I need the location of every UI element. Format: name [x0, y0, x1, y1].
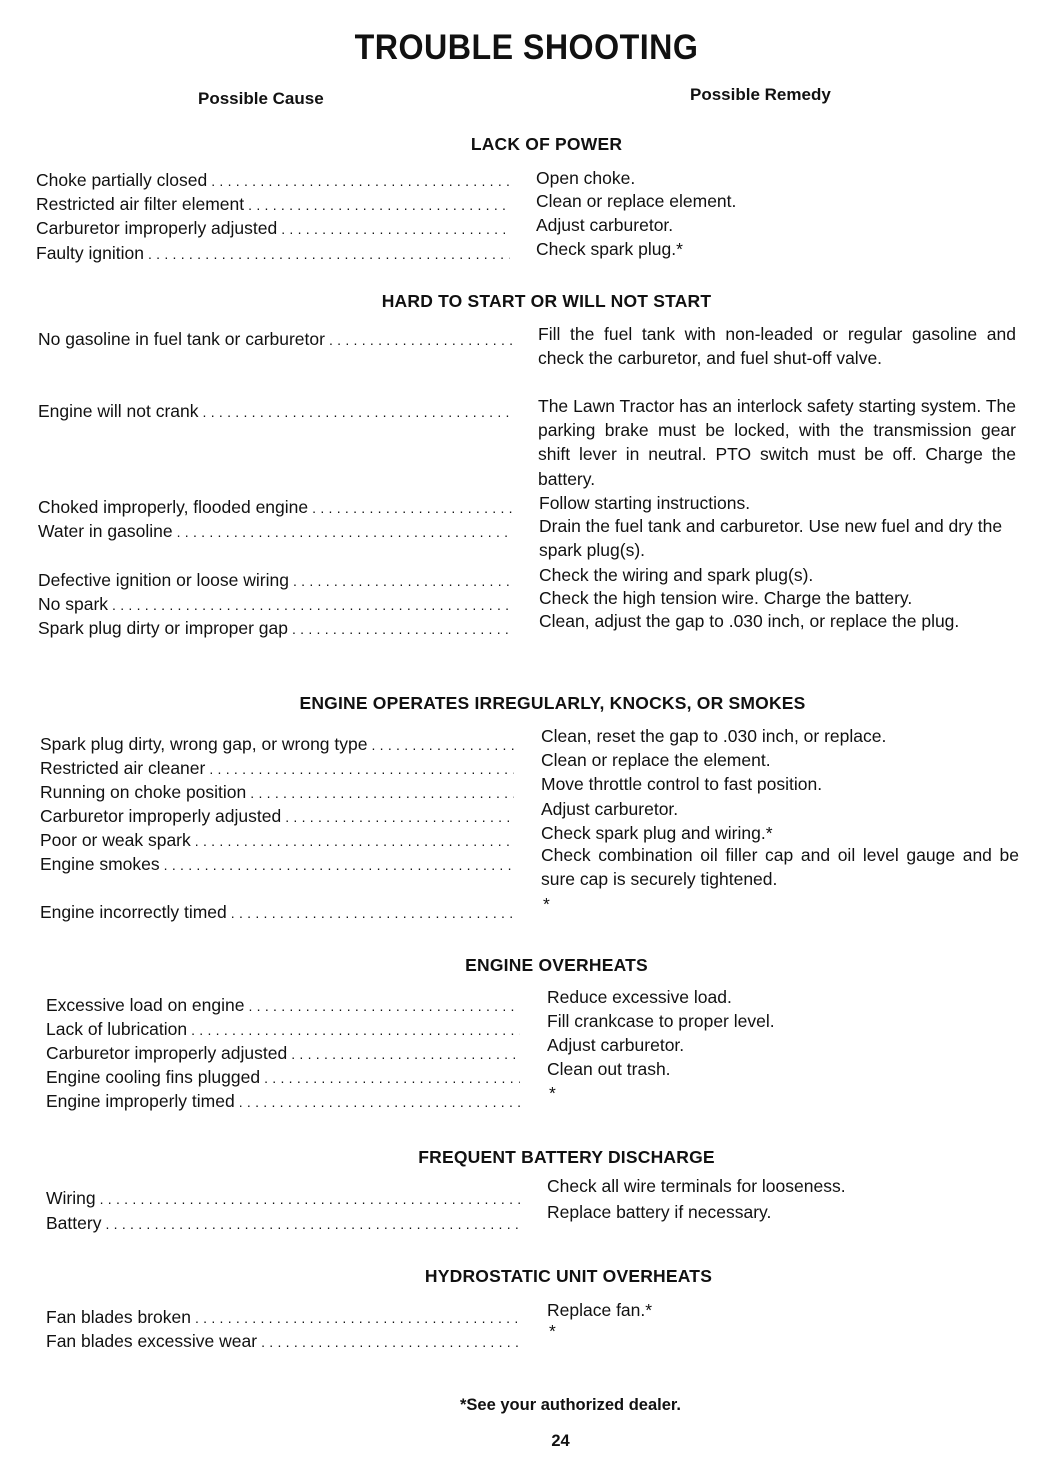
cause-cell: Poor or weak spark .....: [40, 828, 514, 853]
remedy-cell: Check spark plug and wiring.*: [541, 823, 773, 843]
remedy-cell: The Lawn Tractor has an interlock safety starting system. The parking brake must be locked, with the transmission gear shift lever in neutral. PTO switch must be off. Charge the battery.: [538, 396, 1016, 489]
dot-leader: [244, 994, 520, 1018]
dot-leader: [289, 569, 512, 593]
remedy-cell: Check spark plug.*: [536, 239, 683, 259]
cause-cell: Engine smokes .....: [40, 852, 514, 877]
cause-cell: Water in gasoline .....: [38, 519, 512, 544]
cause-cell: Spark plug dirty, wrong gap, or wrong type .....: [40, 732, 514, 757]
cause-cell: Carburetor improperly adjusted .....: [36, 216, 510, 241]
remedy-cell: *: [549, 1321, 556, 1341]
remedy-cell: Clean, adjust the gap to .030 inch, or replace the plug.: [539, 611, 960, 631]
section-heading-lack-of-power: LACK OF POWER: [470, 134, 623, 154]
remedy-cell: Clean out trash.: [547, 1059, 671, 1079]
footnote: *See your authorized dealer.: [460, 1396, 681, 1414]
dot-leader: [287, 1042, 520, 1066]
cause-cell: Choked improperly, flooded engine .....: [38, 495, 512, 520]
column-header-cause: Possible Cause: [198, 89, 324, 108]
cause-cell: Running on choke position .....: [40, 780, 514, 805]
dot-leader: [207, 169, 510, 193]
dot-leader: [144, 242, 510, 266]
dot-leader: [325, 328, 512, 352]
dot-leader: [187, 1018, 520, 1042]
dot-leader: [160, 853, 514, 877]
remedy-cell: Drain the fuel tank and carburetor. Use new fuel and dry the spark plug(s).: [539, 516, 1003, 561]
dot-leader: [246, 781, 514, 805]
cause-cell: Defective ignition or loose wiring .....: [38, 568, 512, 593]
cause-cell: Wiring .....: [46, 1186, 520, 1211]
remedy-cell: Reduce excessive load.: [547, 987, 732, 1007]
dot-leader: [108, 593, 512, 617]
remedy-cell: Adjust carburetor.: [536, 215, 674, 235]
cause-cell: Fan blades excessive wear .....: [46, 1329, 520, 1354]
dot-leader: [288, 617, 512, 641]
cause-cell: Engine will not crank .....: [38, 399, 512, 424]
page-title: TROUBLE SHOOTING: [354, 28, 699, 67]
dot-leader: [101, 1212, 520, 1236]
remedy-cell: Check combination oil filler cap and oil level gauge and be sure cap is securely tightened.: [541, 845, 1019, 890]
remedy-cell: Check all wire terminals for looseness.: [547, 1176, 846, 1196]
cause-cell: No spark .....: [38, 592, 512, 617]
dot-leader: [235, 1090, 520, 1114]
remedy-cell: *: [549, 1083, 556, 1103]
remedy-cell: Adjust carburetor.: [541, 799, 679, 819]
remedy-cell: Clean or replace element.: [536, 191, 737, 211]
remedy-cell: Fill the fuel tank with non-leaded or regular gasoline and check the carburetor, and fuel shut-off valve.: [538, 324, 1016, 369]
page-number: 24: [551, 1432, 570, 1450]
section-heading-engine-irregular: ENGINE OPERATES IRREGULARLY, KNOCKS, OR SMOKES: [299, 693, 806, 713]
cause-cell: No gasoline in fuel tank or carburetor .....: [38, 327, 512, 352]
cause-cell: Fan blades broken .....: [46, 1305, 520, 1330]
dot-leader: [191, 829, 514, 853]
cause-cell: Excessive load on engine .....: [46, 993, 520, 1018]
remedy-cell: Fill crankcase to proper level.: [547, 1011, 775, 1031]
cause-cell: Engine cooling fins plugged .....: [46, 1065, 520, 1090]
dot-leader: [199, 400, 513, 424]
remedy-cell: Replace fan.*: [547, 1300, 653, 1320]
cause-cell: Restricted air filter element .....: [36, 192, 510, 217]
remedy-cell: Clean or replace the element.: [541, 750, 771, 770]
dot-leader: [367, 733, 514, 757]
dot-leader: [277, 217, 510, 241]
cause-cell: Lack of lubrication .....: [46, 1017, 520, 1042]
cause-cell: Battery .....: [46, 1211, 520, 1236]
dot-leader: [260, 1066, 520, 1090]
dot-leader: [227, 901, 514, 925]
dot-leader: [96, 1187, 520, 1211]
dot-leader: [308, 496, 512, 520]
remedy-cell: Check the high tension wire. Charge the battery.: [539, 588, 913, 608]
cause-cell: Engine improperly timed .....: [46, 1089, 520, 1114]
cause-cell: Faulty ignition .....: [36, 241, 510, 266]
column-header-remedy: Possible Remedy: [690, 85, 831, 104]
cause-cell: Engine incorrectly timed .....: [40, 900, 514, 925]
dot-leader: [173, 520, 512, 544]
cause-cell: Carburetor improperly adjusted .....: [46, 1041, 520, 1066]
remedy-cell: Adjust carburetor.: [547, 1035, 685, 1055]
dot-leader: [191, 1306, 520, 1330]
remedy-cell: Follow starting instructions.: [539, 493, 751, 513]
remedy-cell: Clean, reset the gap to .030 inch, or replace.: [541, 726, 887, 746]
section-heading-battery-discharge: FREQUENT BATTERY DISCHARGE: [418, 1147, 715, 1167]
dot-leader: [205, 757, 514, 781]
cause-cell: Carburetor improperly adjusted .....: [40, 804, 514, 829]
section-heading-hard-to-start: HARD TO START OR WILL NOT START: [381, 291, 712, 311]
section-heading-engine-overheats: ENGINE OVERHEATS: [465, 955, 648, 975]
remedy-cell: Replace battery if necessary.: [547, 1202, 772, 1222]
dot-leader: [244, 193, 510, 217]
remedy-cell: Open choke.: [536, 168, 636, 188]
remedy-cell: *: [543, 894, 550, 914]
cause-cell: Choke partially closed .....: [36, 168, 510, 193]
section-heading-hydrostatic-overheats: HYDROSTATIC UNIT OVERHEATS: [424, 1266, 713, 1286]
dot-leader: [281, 805, 514, 829]
cause-cell: Restricted air cleaner .....: [40, 756, 514, 781]
remedy-cell: Move throttle control to fast position.: [541, 774, 823, 794]
cause-cell: Spark plug dirty or improper gap .....: [38, 616, 512, 641]
remedy-cell: Check the wiring and spark plug(s).: [539, 565, 814, 585]
dot-leader: [257, 1330, 520, 1354]
